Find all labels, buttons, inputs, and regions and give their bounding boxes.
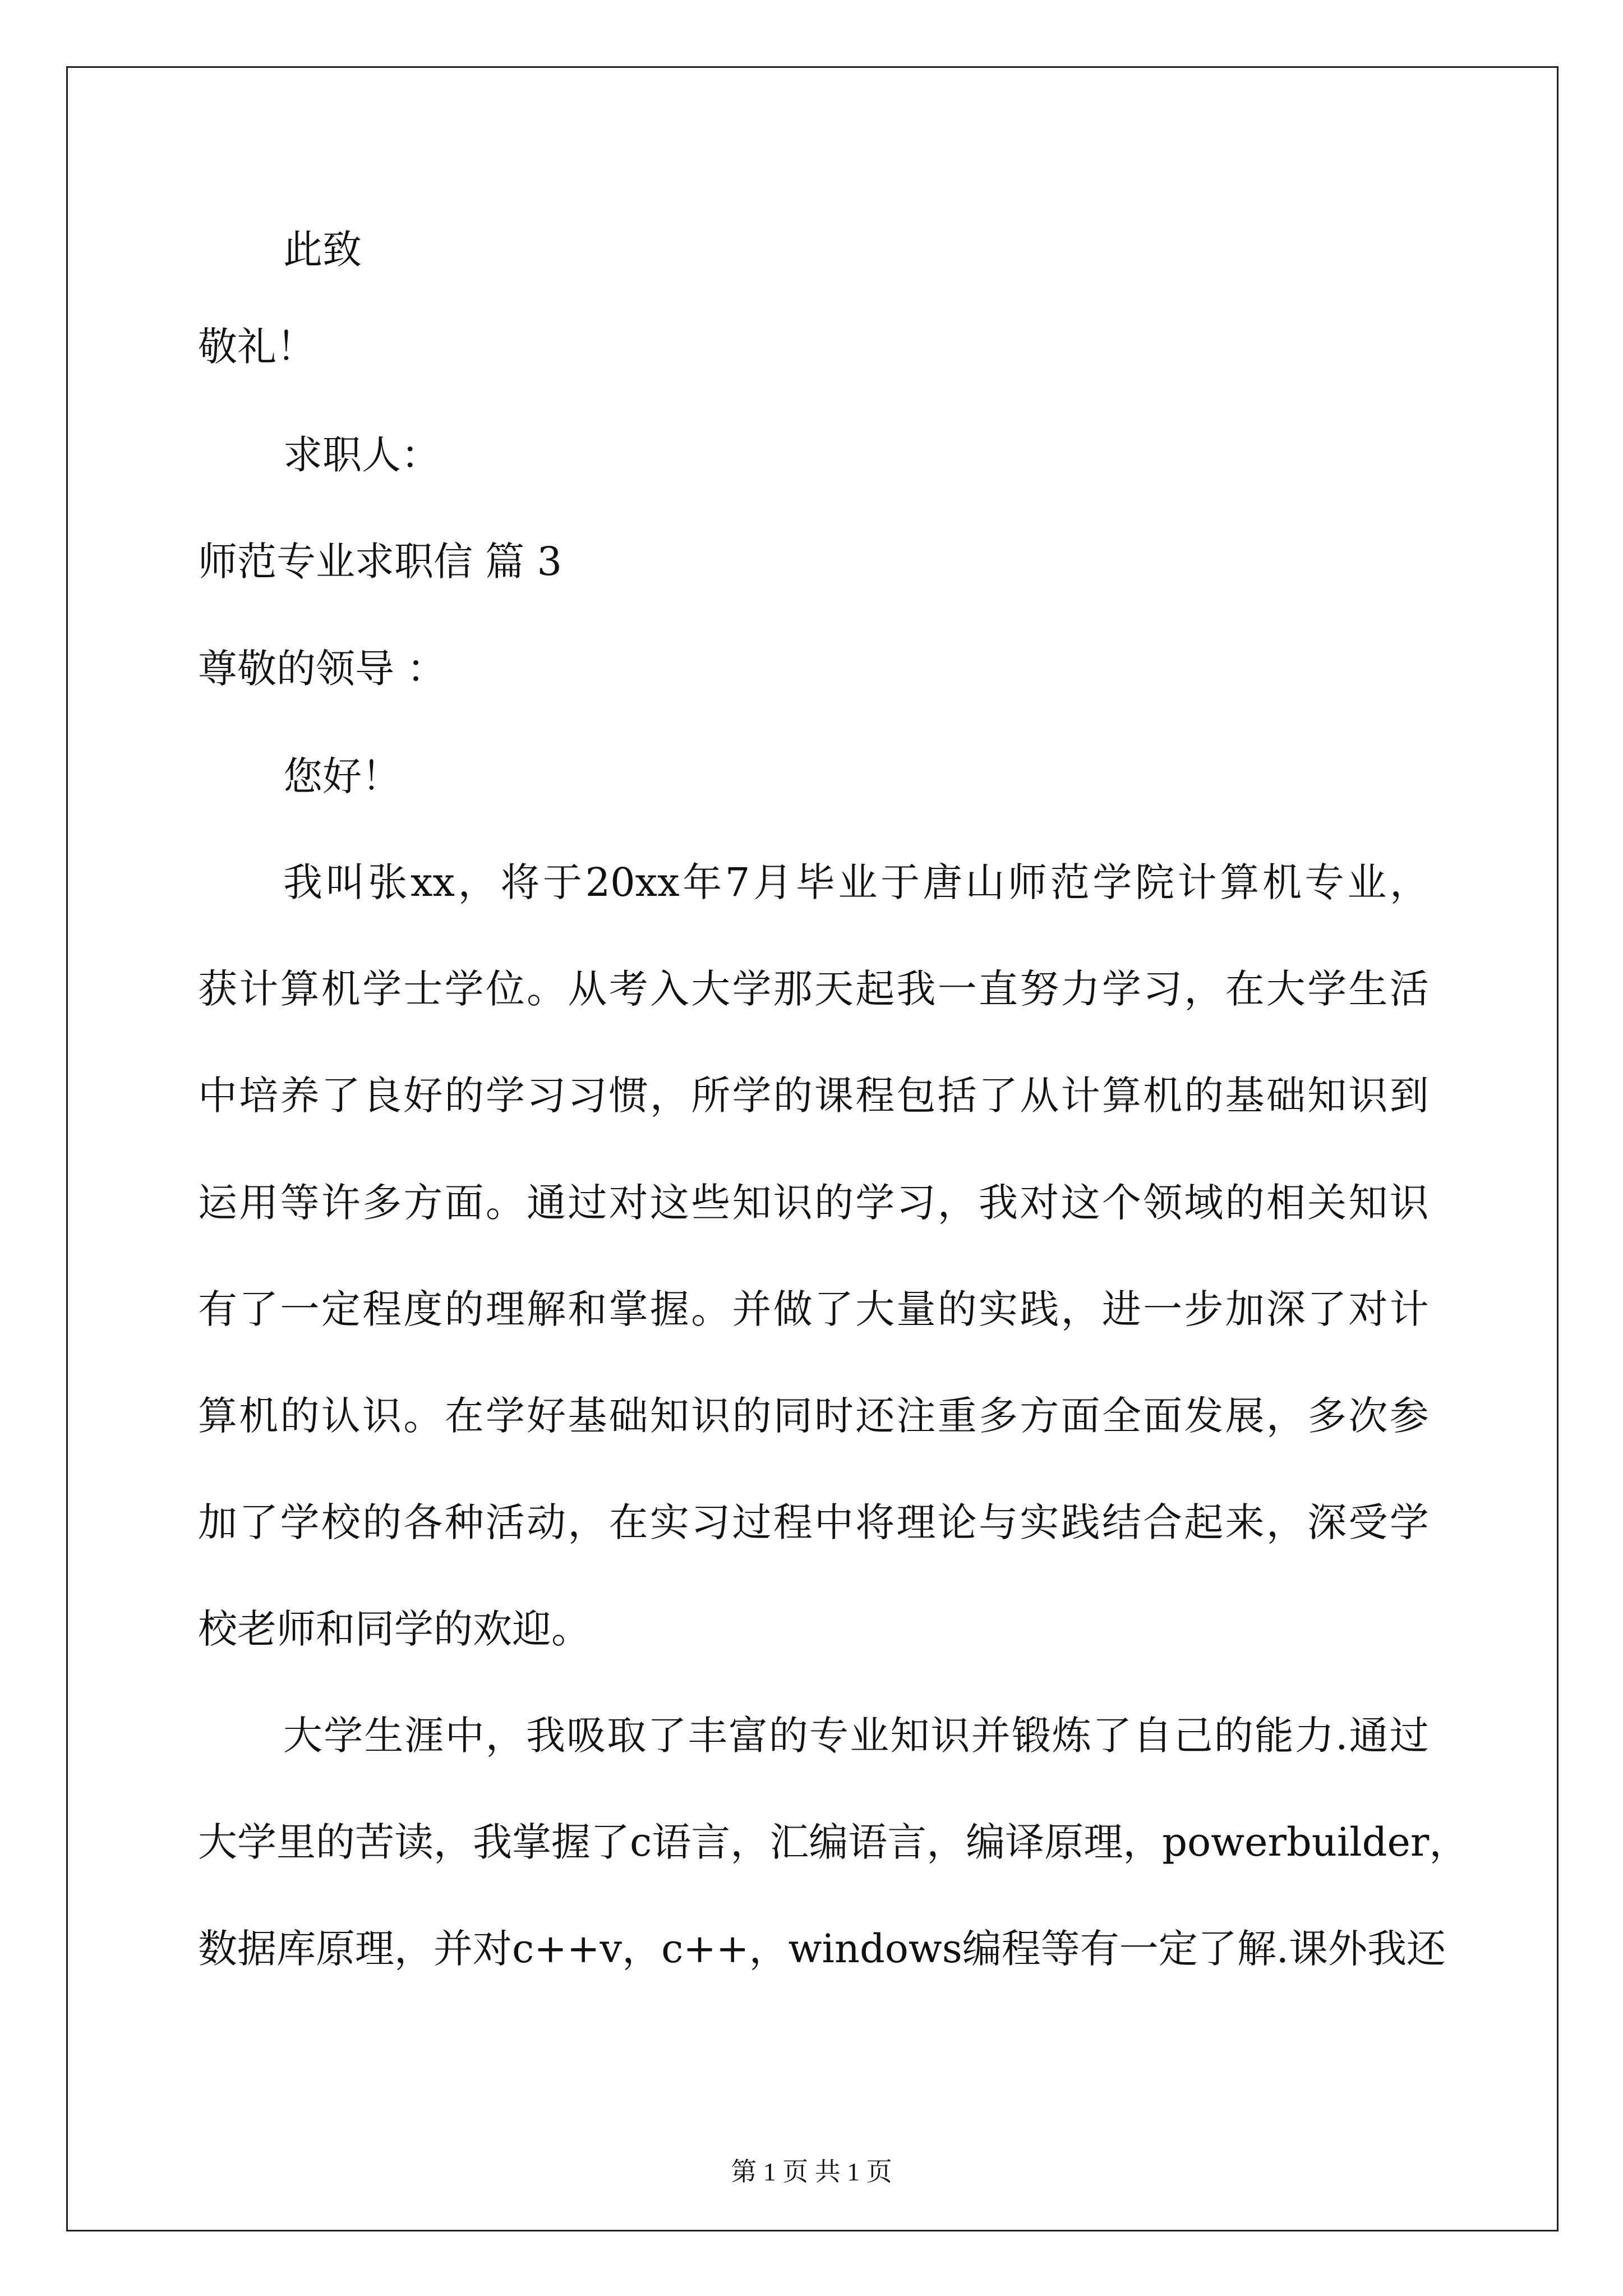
closing-line: 此致 [283, 227, 362, 273]
paragraph2-line: 大 学 生 涯 中 ， 我 吸 取 了 丰 富 的 专 业 知 识 并 锻 炼 了 自 己 的 能 力 . 通 过 [283, 1713, 1429, 1759]
signature-label: 求职人： [283, 432, 440, 478]
paragraph2-line: 大 学 里 的 苦 读 ， 我 掌 握 了 c 语 言 ， 汇 编 语 言 ， 编 译 原 理 ， powerbuilder ， [198, 1819, 1469, 1865]
paragraph1-line: 我 叫 张 xx ， 将 于 20xx 年 7 月 毕 业 于 唐 山 师 范 学 院 计 算 机 专 业 ， [283, 859, 1429, 905]
paragraph1-line: 校老师和同学的欢迎。 [198, 1606, 591, 1652]
paragraph1-line: 有 了 一 定 程 度 的 理 解 和 掌 握 。 并 做 了 大 量 的 实 践 ， 进 一 步 加 深 了 对 计 [198, 1286, 1429, 1332]
page-footer: 第 1 页 共 1 页 [731, 2157, 892, 2186]
paragraph1-line: 算 机 的 认 识 。 在 学 好 基 础 知 识 的 同 时 还 注 重 多 方 面 全 面 发 展 ， 多 次 参 [198, 1393, 1429, 1439]
salute-line: 敬礼！ [198, 324, 316, 370]
paragraph1-line: 加 了 学 校 的 各 种 活 动 ， 在 实 习 过 程 中 将 理 论 与 实 践 结 合 起 来 ， 深 受 学 [198, 1499, 1429, 1545]
greeting: 您好！ [283, 753, 401, 799]
page-border [66, 66, 1559, 2231]
paragraph1-line: 运 用 等 许 多 方 面 。 通 过 对 这 些 知 识 的 学 习 ， 我 对 这 个 领 域 的 相 关 知 识 [198, 1180, 1429, 1226]
paragraph1-line: 中 培 养 了 良 好 的 学 习 习 惯 ， 所 学 的 课 程 包 括 了 从 计 算 机 的 基 础 知 识 到 [198, 1073, 1429, 1119]
paragraph2-line: 数 据 库 原 理 ， 并 对 c++v ， c++ ， windows 编 程 等 有 一 定 了 解 . 课 外 我 还 [198, 1926, 1446, 1972]
paragraph1-line: 获 计 算 机 学 士 学 位 。 从 考 入 大 学 那 天 起 我 一 直 努 力 学 习 ， 在 大 学 生 活 [198, 966, 1429, 1012]
section-title: 师范专业求职信 篇 3 [198, 539, 562, 585]
greeting-to: 尊敬的领导 ： [198, 646, 446, 692]
